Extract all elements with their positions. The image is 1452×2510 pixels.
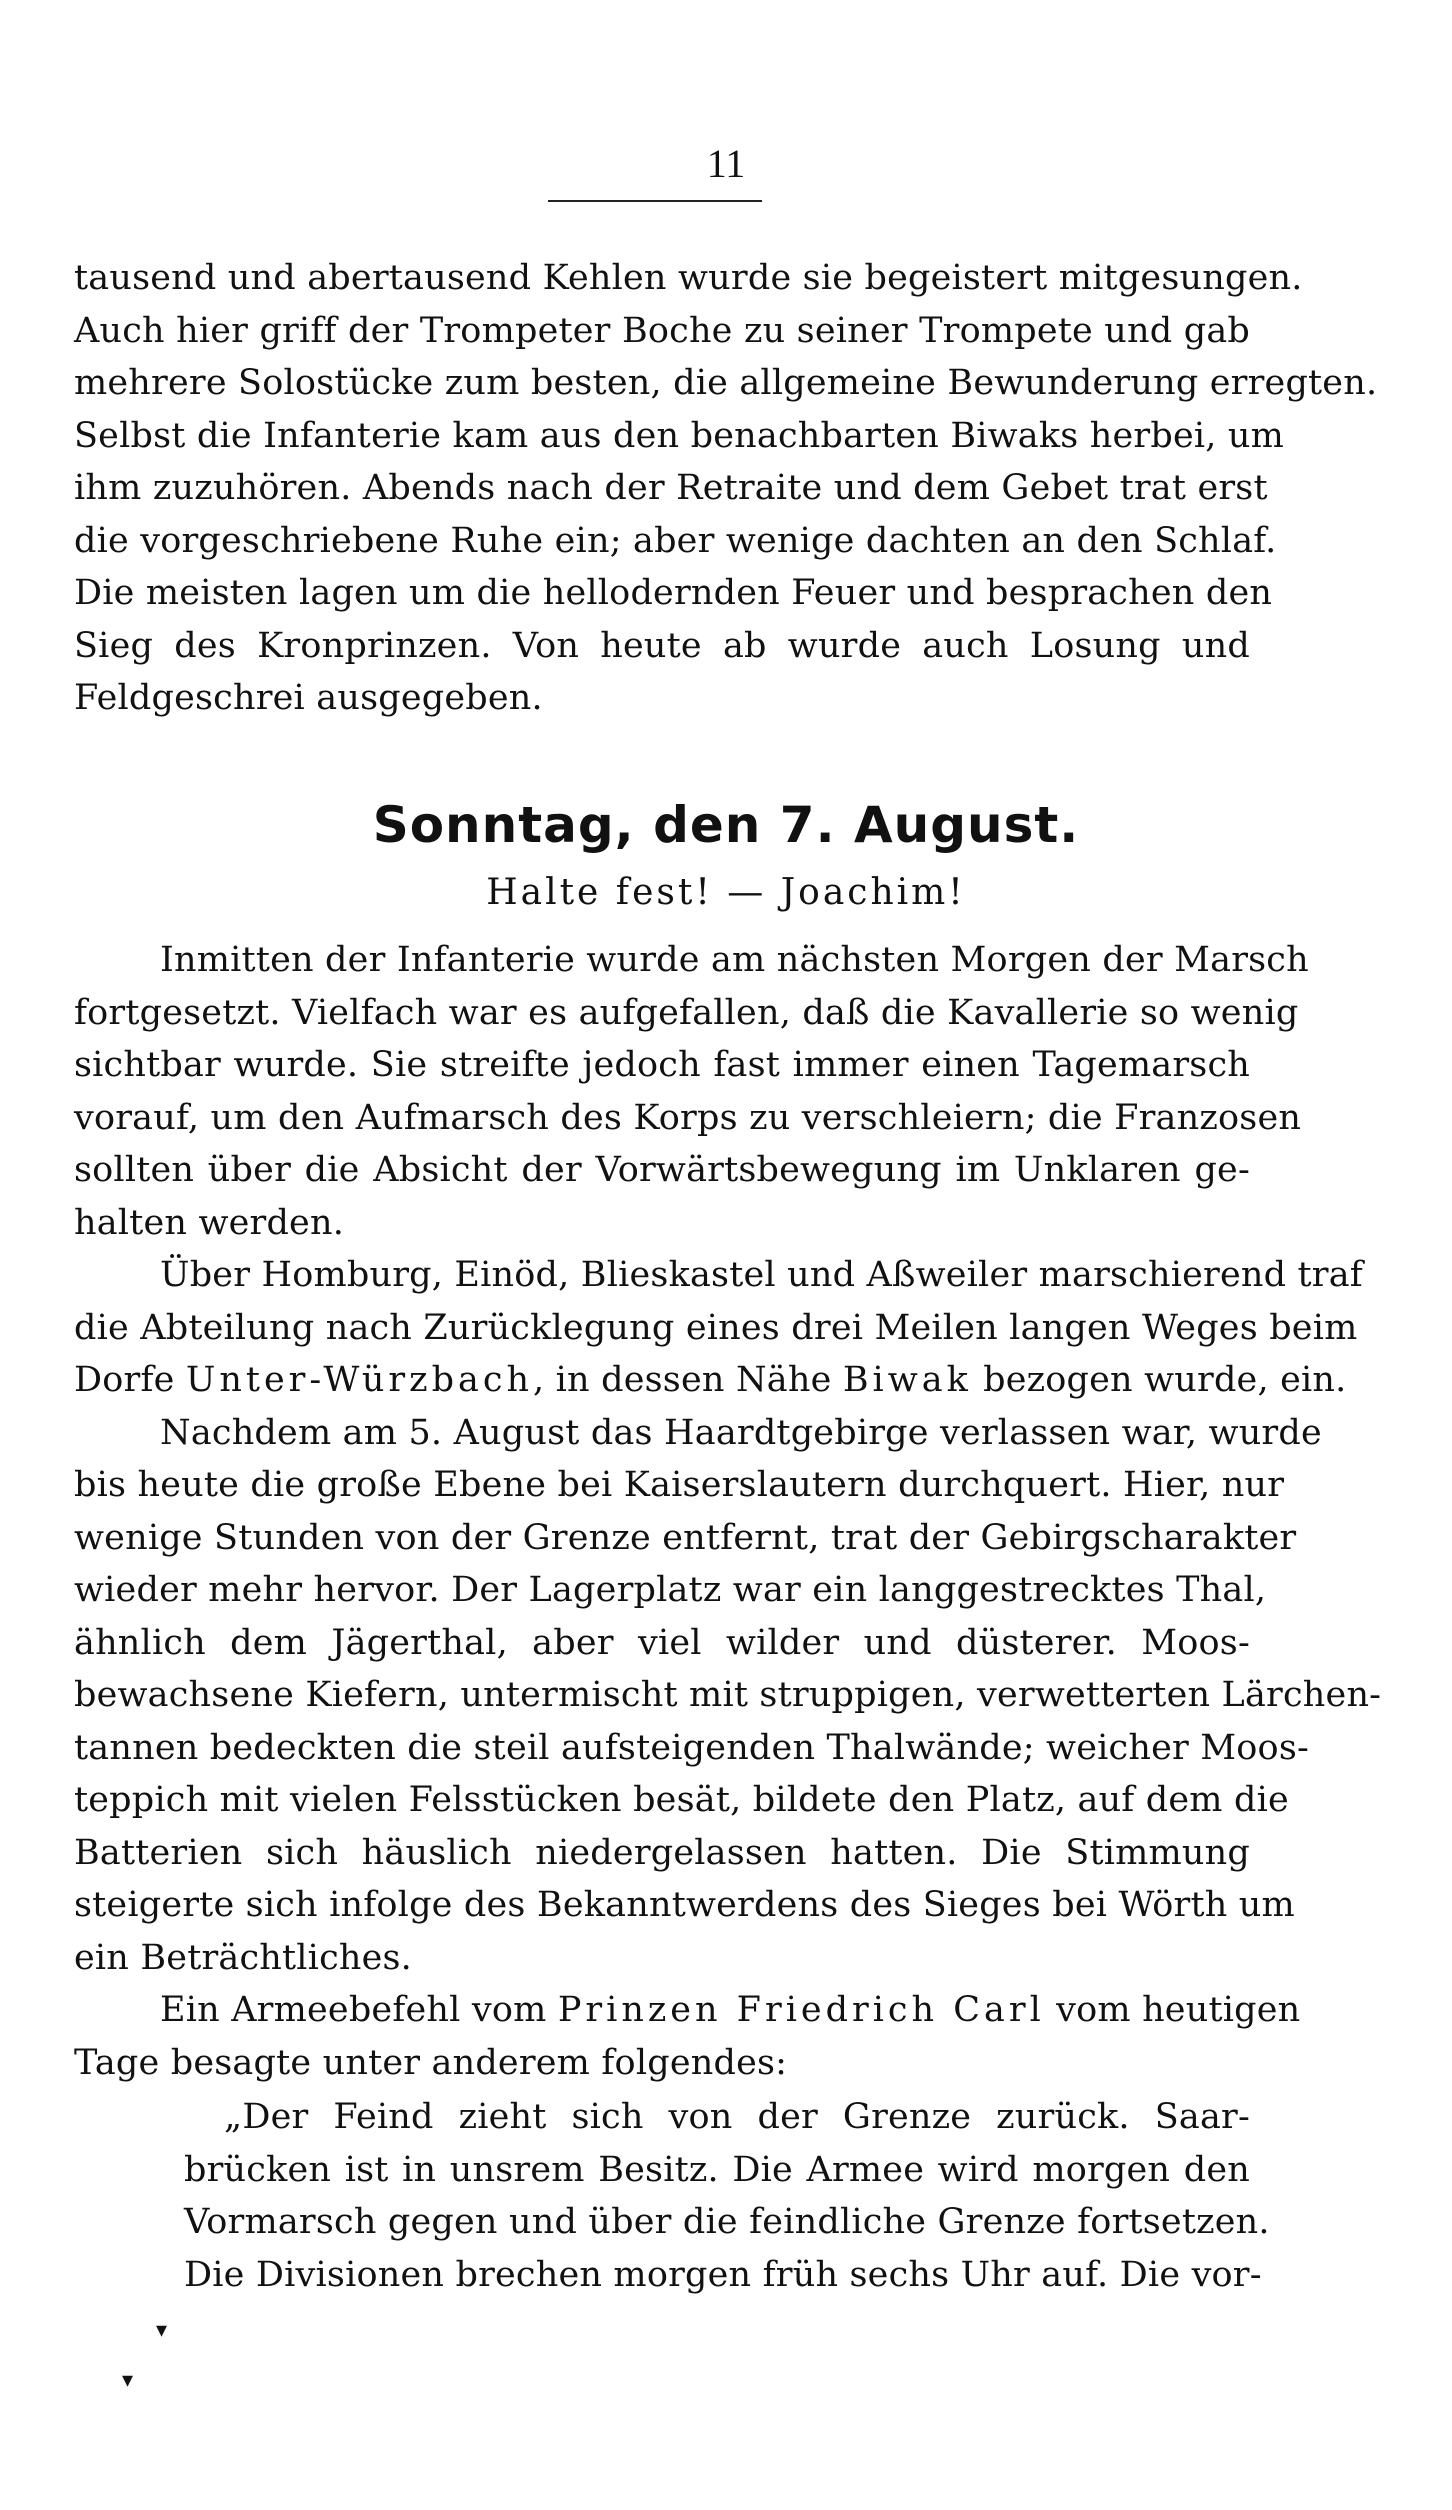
quote-line: Die Divisionen brechen morgen früh sechs Uhr auf. Die vor- xyxy=(184,2254,1262,2295)
text-span: Ein Armeebefehl vom xyxy=(160,1990,558,2030)
text-line: halten werden. xyxy=(74,1202,345,1243)
text-line: ihm zuzuhören. Abends nach der Retraite und dem Gebet trat erst xyxy=(74,468,1268,508)
page-number: 11 xyxy=(706,141,746,186)
paragraph-main xyxy=(74,934,1382,2089)
text-line: tausend und abertausend Kehlen wurde sie begeistert mitgesungen. xyxy=(74,258,1303,298)
text-line: tannen bedeckten die steil aufsteigenden Thalwände; weicher Moos- xyxy=(74,1727,1310,1768)
text-line: ein Beträchtliches. xyxy=(74,1937,413,1978)
quote-line: „Der Feind zieht sich von der Grenze zurück. Saar- xyxy=(224,2097,1250,2137)
text-line: Feldgeschrei ausgegeben. xyxy=(74,678,543,718)
text-line: Inmitten der Infanterie wurde am nächsten Morgen der Marsch xyxy=(160,940,1309,980)
text-line: ähnlich dem Jägerthal, aber viel wilder und düsterer. Moos- xyxy=(74,1622,1250,1663)
text-line: mehrere Solostücke zum besten, die allgemeine Bewunderung erregten. xyxy=(74,363,1378,403)
paragraph-top xyxy=(74,252,1378,725)
text-span: , in dessen Nähe xyxy=(533,1360,843,1400)
text-line: die Abteilung nach Zurücklegung eines drei Meilen langen Weges beim xyxy=(74,1307,1358,1348)
text-line: wenige Stunden von der Grenze entfernt, trat der Gebirgscharakter xyxy=(74,1517,1297,1558)
quote-line: brücken ist in unsrem Besitz. Die Armee wird morgen den xyxy=(184,2149,1250,2190)
text-line: Sieg des Kronprinzen. Von heute ab wurde auch Losung und xyxy=(74,625,1250,666)
text-line: Tage besagte unter anderem folgendes: xyxy=(74,2042,788,2083)
quote-line: Vormarsch gegen und über die feindliche Grenze fortsetzen. xyxy=(184,2202,1270,2242)
margin-mark-icon: ▾ xyxy=(156,2318,168,2343)
place-name-spaced: Unter-Würzbach xyxy=(185,1360,534,1400)
quote-block xyxy=(184,2091,1270,2301)
text-span: Dorfe xyxy=(74,1360,186,1400)
text-span: vom heutigen xyxy=(1044,1990,1301,2030)
text-line: sollten über die Absicht der Vorwärtsbewegung im Unklaren ge- xyxy=(74,1150,1250,1190)
term-spaced: Biwak xyxy=(842,1360,972,1400)
text-line xyxy=(74,1354,1347,1407)
text-line xyxy=(74,1984,1301,2037)
text-line: bewachsene Kiefern, untermischt mit struppigen, verwetterten Lärchen- xyxy=(74,1675,1382,1715)
margin-mark-icon: ▾ xyxy=(122,2368,134,2393)
text-line: vorauf, um den Aufmarsch des Korps zu verschleiern; die Franzosen xyxy=(74,1097,1302,1138)
text-line: Batterien sich häuslich niedergelassen hatten. Die Stimmung xyxy=(74,1832,1250,1873)
person-name-spaced: Prinzen Friedrich Carl xyxy=(557,1990,1045,2030)
text-line: Die meisten lagen um die hellodernden Feuer und besprachen den xyxy=(74,573,1273,613)
page-number-rule xyxy=(548,200,762,202)
text-line: Über Homburg, Einöd, Blieskastel und Aßweiler marschierend traf xyxy=(160,1255,1363,1295)
section-subtitle: Halte fest! — Joachim! xyxy=(486,872,966,913)
text-line: wieder mehr hervor. Der Lagerplatz war ein langgestrecktes Thal, xyxy=(74,1570,1267,1610)
text-line: bis heute die große Ebene bei Kaiserslautern durchquert. Hier, nur xyxy=(74,1465,1285,1505)
text-line: die vorgeschriebene Ruhe ein; aber wenige dachten an den Schlaf. xyxy=(74,520,1277,561)
text-line: steigerte sich infolge des Bekanntwerdens des Sieges bei Wörth um xyxy=(74,1885,1295,1925)
text-line: Auch hier griff der Trompeter Boche zu seiner Trompete und gab xyxy=(74,310,1250,351)
text-line: sichtbar wurde. Sie streifte jedoch fast immer einen Tagemarsch xyxy=(74,1045,1250,1085)
text-line: fortgesetzt. Vielfach war es aufgefallen, daß die Kavallerie so wenig xyxy=(74,992,1299,1033)
text-line: Selbst die Infanterie kam aus den benachbarten Biwaks herbei, um xyxy=(74,415,1285,456)
section-title: Sonntag, den 7. August. xyxy=(372,796,1080,854)
text-line: Nachdem am 5. August das Haardtgebirge verlassen war, wurde xyxy=(160,1412,1322,1453)
text-line: teppich mit vielen Felsstücken besät, bildete den Platz, auf dem die xyxy=(74,1780,1289,1820)
text-span: bezogen wurde, ein. xyxy=(971,1360,1347,1400)
